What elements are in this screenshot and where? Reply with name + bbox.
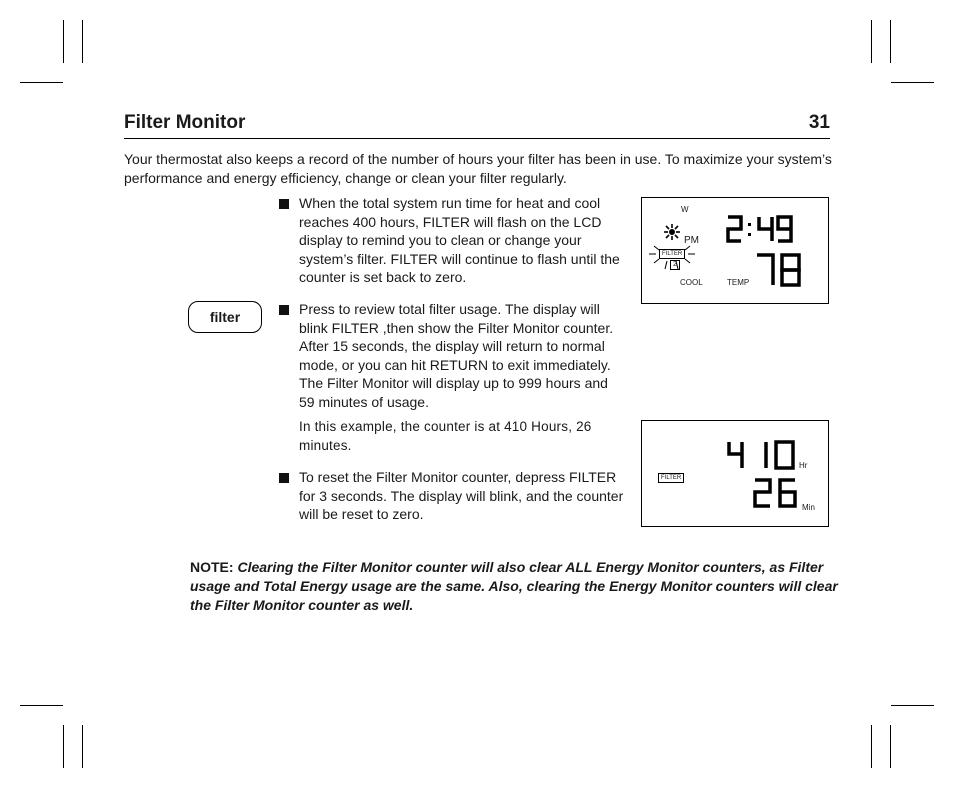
note-text: Clearing the Filter Monitor counter will also clear ALL Energy Monitor counters, as Filter usage and Total Energy usage are the same. Also, clearing the Energy Monitor counters will clear the Filter Monitor counter as well. bbox=[190, 559, 838, 613]
lcd-display-filter-monitor bbox=[641, 420, 829, 527]
page-header bbox=[124, 112, 830, 139]
filter-indicator: FILTER bbox=[658, 473, 684, 483]
lcd-hours-digits bbox=[726, 439, 802, 471]
crop-mark bbox=[890, 725, 891, 768]
hours-unit: Hr bbox=[799, 461, 808, 470]
crop-mark bbox=[20, 705, 63, 706]
bullet-marker bbox=[279, 199, 289, 209]
crop-mark bbox=[82, 20, 83, 63]
bullet-text-3: To reset the Filter Monitor counter, depress FILTER for 3 seconds. The display will blink, and the counter will be reset to zero. bbox=[299, 469, 624, 522]
example-text: In this example, the counter is at 410 Hours, 26 minutes. bbox=[299, 419, 592, 453]
page-title: Filter Monitor bbox=[124, 112, 246, 133]
crop-mark bbox=[871, 20, 872, 63]
crop-mark bbox=[20, 82, 63, 83]
minutes-unit: Min bbox=[802, 503, 815, 512]
mode-indicator: COOL bbox=[680, 278, 703, 287]
day-indicator: W bbox=[681, 205, 689, 214]
crop-mark bbox=[891, 82, 934, 83]
bullet-marker bbox=[279, 473, 289, 483]
crop-mark bbox=[82, 725, 83, 768]
lcd-time-digits bbox=[726, 214, 802, 244]
lcd-temp-digits bbox=[754, 252, 802, 288]
bullet-text-1: When the total system run time for heat and cool reaches 400 hours, FILTER will flash on the LCD display to remind you to clean or change your system’s filter. FILTER will continue to flash until the counter is set back to zero. bbox=[299, 195, 620, 285]
lcd-minutes-digits bbox=[752, 477, 802, 509]
page-number: 31 bbox=[808, 112, 830, 133]
sun-icon bbox=[664, 224, 680, 240]
filter-button[interactable] bbox=[188, 301, 262, 333]
ampm-indicator: PM bbox=[684, 235, 699, 246]
filter-button-label: filter bbox=[209, 309, 241, 325]
crop-mark bbox=[871, 725, 872, 768]
crop-mark bbox=[63, 725, 64, 768]
intro-paragraph: Your thermostat also keeps a record of the number of hours your filter has been in use. To maximize your system’s performance and energy efficiency, change or clean your filter regularly. bbox=[124, 151, 832, 186]
temp-label: TEMP bbox=[727, 278, 750, 287]
crop-mark bbox=[891, 705, 934, 706]
note-label: NOTE: bbox=[190, 559, 234, 575]
filter-indicator: FILTER bbox=[659, 249, 685, 259]
crop-mark bbox=[890, 20, 891, 63]
bullet-text-2: Press to review total filter usage. The display will blink FILTER ,then show the Filter Monitor counter. After 15 seconds, the display will return to normal mode, or you can hit RETURN to exit immediately. The Filter Monitor will display up to 999 hours and 59 minutes of usage. bbox=[299, 301, 614, 410]
filter-number: 2 bbox=[670, 260, 680, 270]
bullet-marker bbox=[279, 305, 289, 315]
crop-mark bbox=[63, 20, 64, 63]
lcd-display-normal bbox=[641, 197, 829, 304]
note bbox=[190, 558, 840, 615]
